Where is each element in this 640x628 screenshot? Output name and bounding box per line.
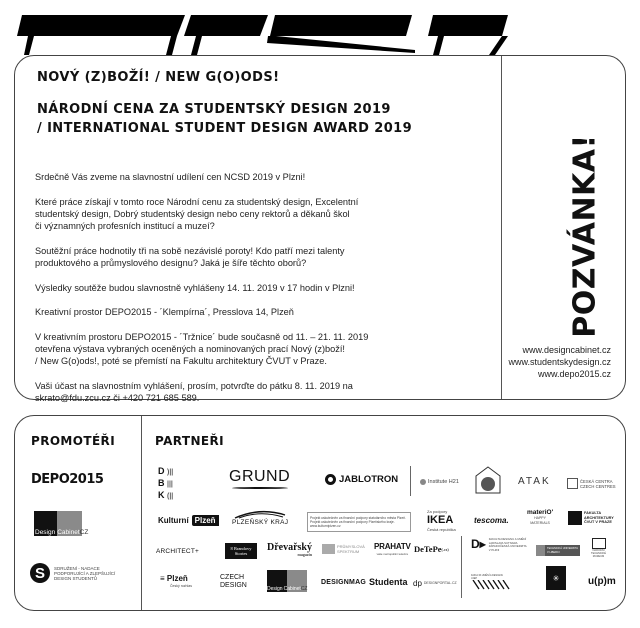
deco-shape-4-leg-right xyxy=(489,36,508,55)
award-title-cz: NÁRODNÍ CENA ZA STUDENTSKÝ DESIGN 2019 xyxy=(37,102,391,117)
logo-depo2015 xyxy=(31,472,103,487)
partners-card xyxy=(14,415,626,611)
deco-shape-2-leg xyxy=(191,36,202,55)
logo-upm xyxy=(588,576,616,587)
logo-plzensky-kraj xyxy=(232,509,288,526)
grant-notice-text: Projekt uskutečněn za finanční podpory statutárního města Plzeň. Projekt uskutečněn za finanční podpory Plzeňského kraje. www.kulturniplzen.cz xyxy=(310,515,407,529)
ntm-icon xyxy=(592,538,606,549)
czech-design-line2: DESIGN xyxy=(220,582,247,589)
logo-materio xyxy=(527,509,553,525)
paragraph-date: Výsledky soutěže budou slavnostně vyhlášeny 14. 11. 2019 v 17 hodin v Plzni! xyxy=(35,282,355,293)
house-icon xyxy=(475,466,501,494)
link-depo2015[interactable]: www.depo2015.cz xyxy=(537,369,611,379)
prumyslova-icon xyxy=(322,544,335,554)
sdruzeni-text: SDRUŽENÍ - NADACE PODPORUJÍCÍ A ZLEPŠUJÍCÍ DESIGN STUDENTŮ xyxy=(54,565,116,581)
czech-centres-text: ČESKÁ CENTRA CZECH CENTRES xyxy=(580,478,616,489)
logo-designmag xyxy=(321,579,366,586)
ikea-bottom: Česká republika xyxy=(427,527,456,532)
logo-sdruzeni xyxy=(30,563,115,583)
drevarsky-text: Dřevařský xyxy=(267,542,312,553)
logo-brand-stories xyxy=(225,543,257,559)
logo-grund xyxy=(229,468,290,489)
website-links xyxy=(508,344,611,380)
deco-shape-3-tail xyxy=(267,36,415,53)
designportal-text: DESIGNPORTAL.CZ xyxy=(423,581,457,585)
materio-text: materiO' xyxy=(527,509,554,516)
logo-studenta xyxy=(369,577,408,587)
promoters-title: PROMOTÉŘI xyxy=(31,434,116,448)
plzensky-kraj-waves-icon xyxy=(233,509,287,519)
logo-institute-h21 xyxy=(420,479,459,485)
stripes-icon xyxy=(471,580,515,590)
exhibition-title: NOVÝ (Z)BOŽÍ! / NEW G(O)ODS! xyxy=(37,70,280,85)
dc2-right: Cabinet xyxy=(283,586,301,592)
materio-sub: HAPPY MATERIALS xyxy=(530,516,550,525)
deco-shape-4 xyxy=(428,15,508,36)
atak-text: ATAK xyxy=(518,476,551,487)
prahatv-text: PRAHATV xyxy=(374,542,411,551)
invitation-card xyxy=(14,55,626,404)
ujep-text: FAKULTA UMĚNÍ A DESIGNU UJEP xyxy=(471,574,504,580)
plzen-badge: Plzeň xyxy=(192,515,219,526)
logo-prahatv xyxy=(374,542,411,558)
award-title xyxy=(37,100,412,138)
logo-ikea xyxy=(427,508,456,533)
depo-text: DEPO2015 xyxy=(31,472,104,487)
drevarsky-sub: magazín xyxy=(297,552,312,557)
deco-shape-1 xyxy=(17,15,185,36)
architect-text: ARCHITECT+ xyxy=(156,548,199,555)
prahatv-sub: vaše metropolitní televize xyxy=(376,552,409,556)
deco-shape-3 xyxy=(270,15,412,36)
fa-cvut-text: FAKULTA ARCHITEKTURY ČVUT V PRAZE xyxy=(584,511,614,525)
fdu-icon: D▸ xyxy=(471,537,486,551)
link-studentskydesign[interactable]: www.studentskydesign.cz xyxy=(508,357,611,367)
bee-icon: ✳ xyxy=(552,573,560,583)
logo-architect-plus xyxy=(156,548,199,555)
paragraph-venue: Kreativní prostor DEPO2015 - ´Klempírna´, Presslova 14, Plzeň xyxy=(35,307,294,318)
detepe-sub: (.cz) xyxy=(441,546,449,552)
upm-text: u(p)m xyxy=(588,576,616,587)
logo-tescoma xyxy=(474,516,509,525)
logo-drevarsky xyxy=(267,543,312,557)
logo-fa-cvut xyxy=(568,511,614,525)
dbk-b: B xyxy=(158,478,165,488)
logo-design-cabinet-partner xyxy=(267,570,315,592)
promoters-divider xyxy=(141,416,142,610)
dc-left: Design xyxy=(35,529,56,536)
sdruzeni-s-icon: S xyxy=(30,563,50,583)
logo-kulturni-plzen xyxy=(158,515,219,526)
card-divider xyxy=(501,56,502,399)
institute-icon xyxy=(420,479,426,485)
fdu-text: FAKULTA DESIGNU A UMĚNÍ LADISLAVA SUTNARA ZÁPADOČESKÁ UNIVERZITA V PLZNI xyxy=(488,537,527,552)
partners-title: PARTNEŘI xyxy=(155,434,225,448)
logo-jablotron xyxy=(325,474,398,485)
logo-abf-house xyxy=(475,466,501,494)
invitation-vertical-title xyxy=(555,101,615,371)
logo-plzen-radio xyxy=(160,574,192,590)
paragraph-juries: Soutěžní práce hodnotily tři na sobě nezávislé poroty! Kdo patří mezi talenty produktového a průmyslového designu? Jaká je šíře těchto oborů? xyxy=(35,245,345,269)
fa-cvut-icon xyxy=(568,511,582,525)
deco-shape-2 xyxy=(184,15,268,36)
logo-dbk: D )|| B ||| K (|| xyxy=(158,466,174,500)
invitation-body xyxy=(35,171,495,417)
logo-czech-centres xyxy=(567,478,616,489)
logo-bee-emblem xyxy=(546,566,566,590)
designmag-text: DESIGNMAG xyxy=(321,579,366,586)
designportal-icon: dp xyxy=(413,579,422,588)
jablotron-text: JABLOTRON xyxy=(339,474,399,485)
czech-design-line1: CZECH xyxy=(220,574,245,581)
czech-centres-icon xyxy=(567,478,578,489)
plzensky-kraj-text: PLZEŇSKÝ KRAJ xyxy=(232,519,289,526)
dbk-k: K xyxy=(158,490,165,500)
logo-detepe xyxy=(414,544,449,554)
decorative-top-shapes xyxy=(0,0,640,60)
plzen-radio-text: Plzeň xyxy=(166,574,188,583)
ikea-text: IKEA xyxy=(427,514,454,526)
logo-fdu xyxy=(471,538,527,552)
dc-suffix: CZ xyxy=(79,529,89,536)
deco-shape-1-leg-left xyxy=(24,36,34,55)
deco-shape-4-leg-left xyxy=(433,36,444,55)
prumyslova-text: PRŮMYSLOVÁ SPEKTRUM xyxy=(337,544,365,554)
logo-czech-design xyxy=(220,574,247,590)
dbk-d: D xyxy=(158,466,165,476)
deco-shape-1-leg-right xyxy=(166,36,177,55)
logo-tu-liberec xyxy=(536,545,580,556)
paragraph-exhibition: V kreativním prostoru DEPO2015 - ´Tržnice´ bude současně od 11. – 21. 11. 2019 otevřena výstava vybraných oceněných a nominovaných prací Nový (z)boží! / New G(o)ods!, poté se přemístí na Fakultu architektury ČVUT v Praze. xyxy=(35,331,369,367)
logo-atak xyxy=(518,476,551,487)
institute-text: Institute H21 xyxy=(428,479,459,485)
logo-prumyslova xyxy=(322,544,365,554)
dc2-left: Design xyxy=(267,586,283,592)
link-designcabinet[interactable]: www.designcabinet.cz xyxy=(522,345,611,355)
logo-ujep-stripes xyxy=(471,573,515,591)
partner-separator xyxy=(410,466,411,496)
grund-text: GRUND xyxy=(229,468,291,485)
tu-liberec-text: TECHNICKÁ UNIVERZITA V LIBERCI xyxy=(547,547,578,554)
partner-separator-2 xyxy=(461,536,462,598)
invitation-label: POZVÁNKA! xyxy=(567,134,603,338)
brand-stories-text: 8 Brandovy Stories xyxy=(230,546,252,556)
paragraph-rsvp: Vaši účast na slavnostním vyhlášení, prosím, potvrďte do pátku 8. 11. 2019 na skrato@fdu.zcu.cz či +420 721 685 589. xyxy=(35,381,353,404)
jablotron-icon xyxy=(325,474,336,485)
kulturni-text: Kulturní xyxy=(158,516,189,525)
dc2-suffix: CZ xyxy=(300,586,308,592)
paragraph-awards: Které práce získají v tomto roce Národní cenu za studentský design, Excelentní studentský design, Dobrý studentský design nebo ceny rektorů a děkanů škol či významných profesních institucí a muzeí? xyxy=(35,196,359,232)
ntm-text: NÁRODNÍ TECHNICKÉ MUZEUM xyxy=(591,549,606,559)
logo-designportal xyxy=(413,579,457,588)
dc-right: Cabinet xyxy=(57,529,80,536)
grant-notice-box xyxy=(307,512,411,532)
logo-design-cabinet-promoter xyxy=(34,511,104,536)
logo-ntm xyxy=(591,538,606,559)
award-title-en: / INTERNATIONAL STUDENT DESIGN AWARD 2019 xyxy=(37,121,413,136)
tescoma-text: tescoma. xyxy=(474,516,509,525)
plzen-radio-sub: Český rozhlas xyxy=(170,584,192,588)
tu-liberec-icon xyxy=(536,545,545,556)
plzen-radio-title: ≡ Plzeň xyxy=(160,574,188,583)
ikea-top: Za podpory xyxy=(427,509,448,514)
studenta-text: Studenta xyxy=(369,577,408,587)
detepe-text: DeTePe xyxy=(414,544,442,554)
paragraph-greeting: Srdečně Vás zveme na slavnostní udílení cen NCSD 2019 v Plzni! xyxy=(35,172,306,182)
